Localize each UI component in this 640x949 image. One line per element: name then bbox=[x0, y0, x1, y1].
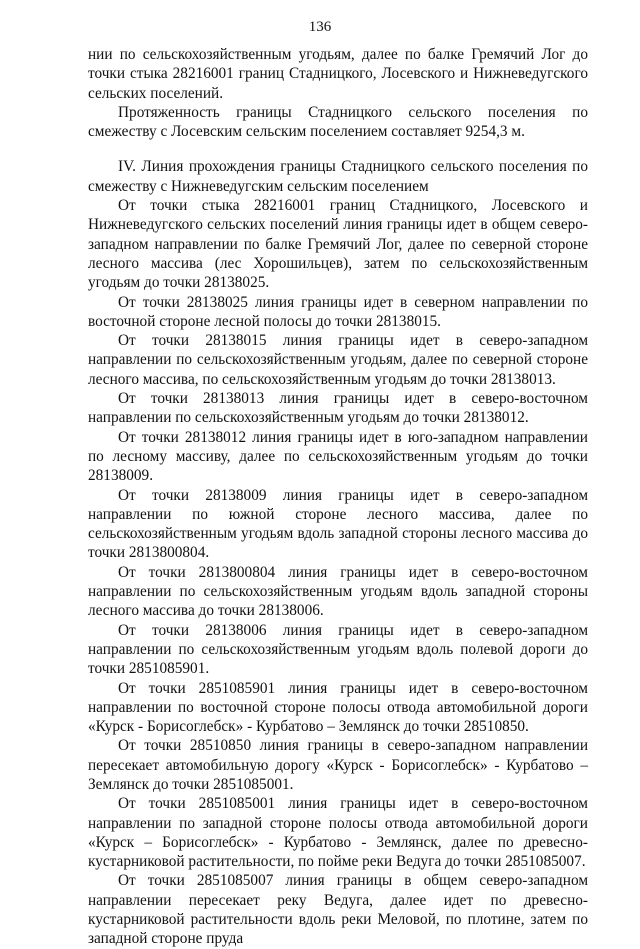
paragraph: От точки 28138025 линия границы идет в северном направлении по восточной стороне лесной полосы до точки 28138015. bbox=[88, 293, 588, 330]
paragraph: От точки 28510850 линия границы в северо-западном направлении пересекает автомобильную дорогу «Курск - Борисоглебск» - Курбатово – Землянск до точки 2851085001. bbox=[88, 737, 588, 793]
section-heading: IV. Линия прохождения границы Стадницкого сельского поселения по смежеству с Нижневедугским сельским поселением bbox=[88, 158, 588, 195]
paragraph: От точки 2813800804 линия границы идет в северо-восточном направлении по сельскохозяйственным угодьям вдоль западной стороны лесного массива до точки 28138006. bbox=[88, 563, 588, 620]
page-number: 136 bbox=[308, 19, 332, 35]
document-body bbox=[88, 45, 588, 949]
paragraph: От точки стыка 28216001 границ Стадницкого, Лосевского и Нижневедугского сельских поселений линия границы идет в общем северо-западном направлении по балке Гремячий Лог, далее по северной стороне лесного массива (лес Хорошильцев), затем по сельскохозяйственным угодьям до точки 28138025. bbox=[88, 197, 588, 292]
paragraph: От точки 28138012 линия границы идет в юго-западном направлении по лесному массиву, далее по сельскохозяйственным угодьям до точки 28138009. bbox=[88, 428, 588, 485]
paragraph: От точки 28138013 линия границы идет в северо-восточном направлении по сельскохозяйственным угодьям до точки 28138012. bbox=[88, 390, 588, 427]
paragraph: От точки 28138015 линия границы идет в северо-западном направлении по сельскохозяйственным угодьям, далее по северной стороне лесного массива, по сельскохозяйственным угодьям до точки 28138013. bbox=[88, 332, 588, 388]
paragraph: От точки 2851085001 линия границы идет в северо-восточном направлении по западной стороне полосы отвода автомобильной дороги «Курск – Борисоглебск» - Курбатово - Землянск, далее по древесно-кустарниковой растительности, по пойме реки Ведуга до точки 2851085007. bbox=[88, 795, 588, 871]
paragraph: От точки 2851085007 линия границы в общем северо-западном направлении пересекает реку Ведуга, далее идет по древесно-кустарниковой растительности вдоль реки Меловой, по плотине, затем по западной стороне пруда bbox=[88, 872, 588, 948]
paragraph-continuation: нии по сельскохозяйственным угодьям, далее по балке Гремячий Лог до точки стыка 28216001 границ Стадницкого, Лосевского и Нижневедугского сельских поселений. bbox=[88, 46, 588, 102]
paragraph-length-summary: Протяженность границы Стадницкого сельского поселения по смежеству с Лосевским сельским поселением составляет 9254,3 м. bbox=[88, 103, 588, 141]
paragraph: От точки 28138009 линия границы идет в северо-западном направлении по южной стороне лесного массива, далее по сельскохозяйственным угодьям вдоль западной стороны лесного массива до точки 2813800804. bbox=[88, 486, 588, 562]
paragraph: От точки 2851085901 линия границы идет в северо-восточном направлении по восточной стороне полосы отвода автомобильной дороги «Курск - Борисоглебск» - Курбатово – Землянск до точки 28510850. bbox=[88, 679, 588, 736]
paragraph: От точки 28138006 линия границы идет в северо-западном направлении по сельскохозяйственным угодьям вдоль полевой дороги до точки 2851085901. bbox=[88, 621, 588, 678]
